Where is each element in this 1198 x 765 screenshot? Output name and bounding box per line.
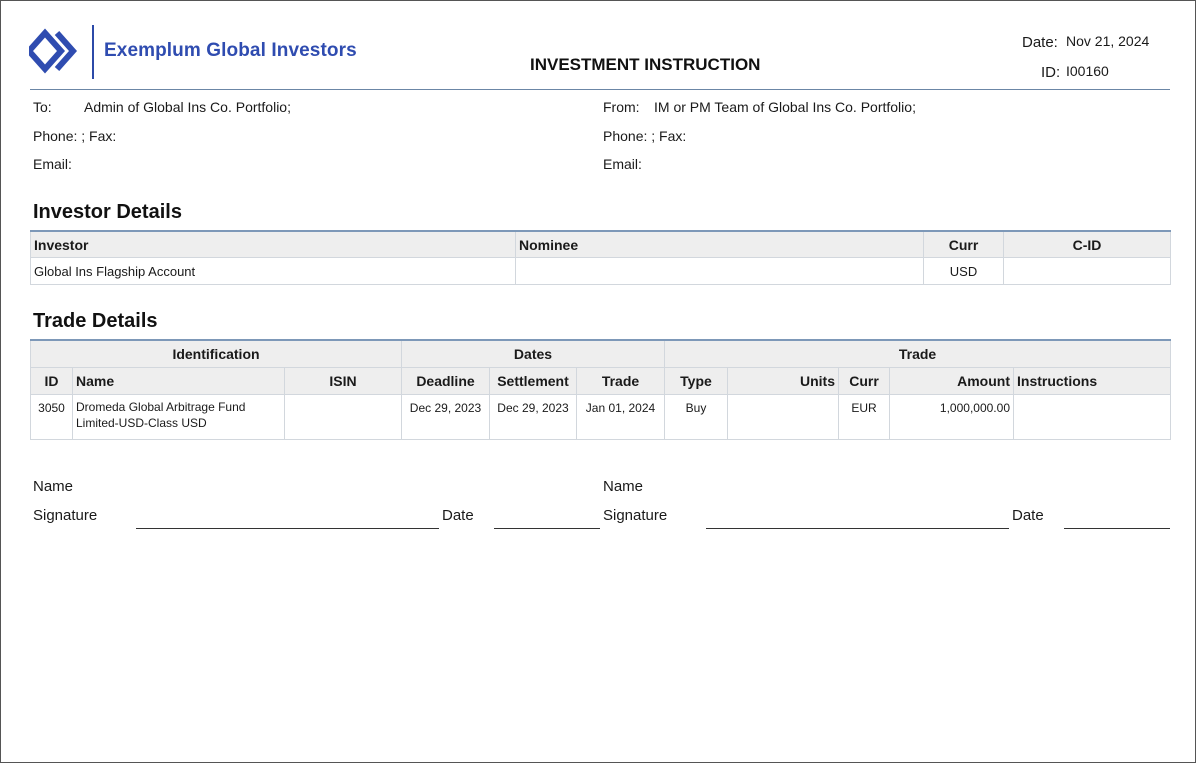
right-signature-line[interactable] bbox=[706, 528, 1009, 529]
brand-name: Exemplum Global Investors bbox=[104, 40, 357, 61]
group-identification: Identification bbox=[31, 340, 402, 368]
col-curr: Curr bbox=[924, 231, 1004, 258]
amount-cell: 1,000,000.00 bbox=[890, 395, 1014, 440]
trade-group-header-row bbox=[31, 340, 1171, 368]
to-line bbox=[33, 99, 291, 115]
from-label: From: bbox=[603, 99, 640, 115]
from-email-line: Email: bbox=[603, 156, 642, 172]
investor-details-table bbox=[30, 230, 1171, 285]
col-type: Type bbox=[665, 368, 728, 395]
left-date-label: Date bbox=[442, 507, 474, 524]
investor-header-row bbox=[31, 231, 1171, 258]
from-phone-line: Phone: ; Fax: bbox=[603, 128, 687, 144]
to-phone-line: Phone: ; Fax: bbox=[33, 128, 117, 144]
right-date-label: Date bbox=[1012, 507, 1044, 524]
left-name-label: Name bbox=[33, 478, 74, 495]
curr-cell: USD bbox=[924, 258, 1004, 285]
investor-details-title: Investor Details bbox=[33, 201, 182, 223]
id-value: I00160 bbox=[1066, 63, 1109, 79]
cid-cell bbox=[1004, 258, 1171, 285]
col-curr: Curr bbox=[839, 368, 890, 395]
settlement-cell: Dec 29, 2023 bbox=[490, 395, 577, 440]
col-investor: Investor bbox=[31, 231, 516, 258]
col-trade-date: Trade bbox=[577, 368, 665, 395]
trade-date-cell: Jan 01, 2024 bbox=[577, 395, 665, 440]
right-date-line[interactable] bbox=[1064, 528, 1170, 529]
document-title: INVESTMENT INSTRUCTION bbox=[530, 55, 761, 74]
trade-details-title: Trade Details bbox=[33, 310, 158, 332]
header-divider bbox=[30, 89, 1170, 90]
left-signature-label: Signature bbox=[33, 507, 98, 524]
to-email-line: Email: bbox=[33, 156, 72, 172]
col-settlement: Settlement bbox=[490, 368, 577, 395]
col-name: Name bbox=[73, 368, 285, 395]
investor-cell: Global Ins Flagship Account bbox=[31, 258, 516, 285]
curr-cell: EUR bbox=[839, 395, 890, 440]
nominee-cell bbox=[516, 258, 924, 285]
col-id: ID bbox=[31, 368, 73, 395]
from-line bbox=[603, 99, 916, 115]
left-signature-line[interactable] bbox=[136, 528, 439, 529]
to-label: To: bbox=[33, 99, 52, 115]
id-label: ID: bbox=[1041, 64, 1061, 81]
right-signature-label: Signature bbox=[603, 507, 668, 524]
trade-header-row bbox=[31, 368, 1171, 395]
brand-logo-icon bbox=[29, 27, 83, 75]
to-value: Admin of Global Ins Co. Portfolio; bbox=[84, 99, 291, 115]
col-instructions: Instructions bbox=[1014, 368, 1171, 395]
instructions-cell bbox=[1014, 395, 1171, 440]
col-amount: Amount bbox=[890, 368, 1014, 395]
col-nominee: Nominee bbox=[516, 231, 924, 258]
col-cid: C-ID bbox=[1004, 231, 1171, 258]
table-row bbox=[31, 395, 1171, 440]
col-deadline: Deadline bbox=[402, 368, 490, 395]
name-cell: Dromeda Global Arbitrage Fund Limited-USD-Class USD bbox=[73, 395, 285, 440]
logo-divider bbox=[92, 25, 94, 79]
deadline-cell: Dec 29, 2023 bbox=[402, 395, 490, 440]
from-value: IM or PM Team of Global Ins Co. Portfolio; bbox=[654, 99, 916, 115]
date-value: Nov 21, 2024 bbox=[1066, 33, 1150, 49]
id-cell: 3050 bbox=[31, 395, 73, 440]
date-label: Date: bbox=[1022, 34, 1058, 51]
group-trade: Trade bbox=[665, 340, 1171, 368]
trade-details-table bbox=[30, 339, 1171, 440]
isin-cell bbox=[285, 395, 402, 440]
type-cell: Buy bbox=[665, 395, 728, 440]
col-isin: ISIN bbox=[285, 368, 402, 395]
right-name-label: Name bbox=[603, 478, 644, 495]
col-units: Units bbox=[728, 368, 839, 395]
table-row bbox=[31, 258, 1171, 285]
left-date-line[interactable] bbox=[494, 528, 600, 529]
group-dates: Dates bbox=[402, 340, 665, 368]
units-cell bbox=[728, 395, 839, 440]
